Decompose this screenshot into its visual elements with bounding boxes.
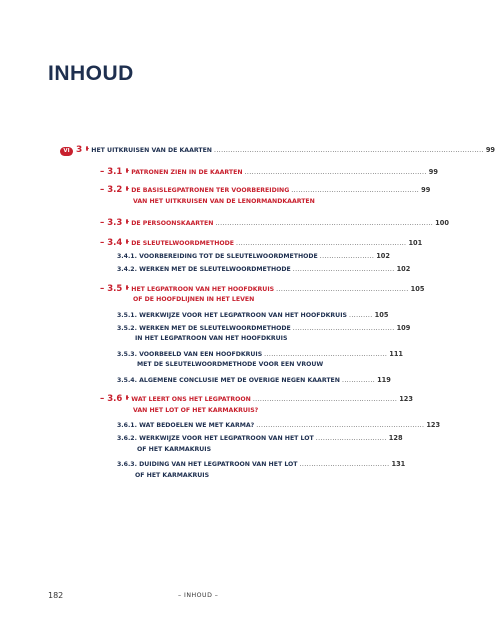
toc-entry-continuation: OF HET KARMAKRUIS: [135, 472, 210, 479]
toc-section[interactable]: [100, 394, 413, 404]
section-number: – 3.1: [100, 167, 123, 177]
bullet-circle-icon: [86, 146, 88, 151]
toc-entry-continuation: VAN HET LOT OF HET KARMAKRUIS?: [133, 407, 259, 414]
toc-entry-title: 3.5.2. WERKEN MET DE SLEUTELWOORDMETHODE: [117, 325, 291, 332]
toc-subsection[interactable]: [117, 252, 390, 260]
dot-leader: .......................: [319, 253, 375, 260]
toc-subsection[interactable]: [117, 421, 441, 429]
toc-entry-continuation: MET DE SLEUTELWOORDMETHODE VOOR EEN VROUW: [137, 361, 324, 368]
dot-leader: .......................................................................: [256, 422, 425, 429]
toc-entry-continuation: IN HET LEGPATROON VAN HET HOOFDKRUIS: [135, 335, 288, 342]
section-number: – 3.6: [100, 394, 123, 404]
toc-page-number: 99: [421, 186, 431, 194]
toc-page-number: 101: [408, 239, 423, 247]
toc-entry-title: 3.6.2. WERKWIJZE VOOR HET LEGPATROON VAN HET LOT: [117, 435, 314, 442]
toc-page-number: 131: [391, 460, 406, 468]
toc-subsection[interactable]: [117, 265, 411, 273]
toc-entry-title: PATRONEN ZIEN IN DE KAARTEN: [131, 169, 243, 176]
section-number: – 3.2: [100, 185, 123, 195]
toc-entry-title: DE BASISLEGPATRONEN TER VOORBEREIDING: [131, 187, 290, 194]
dot-leader: .............................................................................: [244, 169, 427, 176]
toc-page-number: 109: [396, 324, 411, 332]
toc-page-number: 102: [396, 265, 411, 273]
toc-entry-title: DE PERSOONSKAARTEN: [131, 220, 214, 227]
dot-leader: .............................................................: [252, 396, 398, 403]
toc-entry-title: 3.4.1. VOORBEREIDING TOT DE SLEUTELWOORDMETHODE: [117, 253, 318, 260]
toc-entry-title: 3.5.3. VOORBEELD VAN EEN HOOFDKRUIS: [117, 351, 263, 358]
toc-entry-title: 3.5.4. ALGEMENE CONCLUSIE MET DE OVERIGE NEGEN KAARTEN: [117, 377, 340, 384]
toc-page-number: 128: [388, 434, 403, 442]
dot-leader: ..............: [341, 377, 376, 384]
bullet-circle-icon: [126, 395, 128, 400]
toc-subsection[interactable]: [117, 324, 411, 332]
toc-entry-title: WAT LEERT ONS HET LEGPATROON: [131, 396, 251, 403]
toc-entry-continuation: OF HET KARMAKRUIS: [137, 446, 212, 453]
toc-page-number: 123: [426, 421, 441, 429]
dot-leader: ..........: [348, 312, 373, 319]
toc-entry-title: 3.6.1. WAT BEDOELEN WE MET KARMA?: [117, 422, 255, 429]
section-number: – 3.5: [100, 284, 123, 294]
dot-leader: ..............................: [315, 435, 387, 442]
chapter-part-badge: VI: [60, 147, 73, 156]
toc-page-number: 105: [374, 311, 389, 319]
toc-subsection[interactable]: [117, 434, 403, 442]
toc-section[interactable]: [100, 185, 431, 195]
toc-subsection[interactable]: [117, 376, 391, 384]
dot-leader: ......................................: [299, 461, 390, 468]
dot-leader: ..................................................................................................................: [213, 147, 484, 154]
bullet-circle-icon: [126, 186, 128, 191]
bullet-circle-icon: [126, 168, 128, 173]
toc-page-number: 100: [435, 219, 449, 227]
toc-section[interactable]: [100, 218, 449, 228]
chapter-number: 3: [76, 145, 83, 155]
toc-page-number: 99: [428, 168, 438, 176]
dot-leader: ...........................................: [292, 325, 395, 332]
dot-leader: ............................................................................................: [215, 220, 434, 227]
footer-page-number: 182: [48, 591, 64, 600]
dot-leader: ........................................................: [276, 286, 409, 293]
toc-subsection[interactable]: [117, 311, 389, 319]
toc-entry-continuation: VAN HET UITKRUISEN VAN DE LENORMANDKAARTEN: [133, 198, 315, 205]
dot-leader: ........................................................................: [236, 240, 407, 247]
section-number: – 3.4: [100, 238, 123, 248]
section-number: – 3.3: [100, 218, 123, 228]
toc-entry-continuation: OF DE HOOFDLIJNEN IN HET LEVEN: [133, 296, 255, 303]
toc-entry-title: 3.6.3. DUIDING VAN HET LEGPATROON VAN HET LOT: [117, 461, 298, 468]
toc-section[interactable]: [100, 238, 423, 248]
toc-chapter[interactable]: [60, 145, 495, 156]
bullet-circle-icon: [126, 219, 128, 224]
toc-entry-title: HET UITKRUISEN VAN DE KAARTEN: [91, 147, 212, 154]
dot-leader: ....................................................: [264, 351, 388, 358]
bullet-circle-icon: [126, 285, 128, 290]
dot-leader: ......................................................: [291, 187, 420, 194]
toc-page-number: 111: [389, 350, 404, 358]
toc-subsection[interactable]: [117, 460, 406, 468]
toc-page-number: 105: [410, 285, 425, 293]
toc-section[interactable]: [100, 167, 438, 177]
page-title: INHOUD: [48, 62, 134, 85]
toc-entry-title: 3.4.2. WERKEN MET DE SLEUTELWOORDMETHODE: [117, 266, 291, 273]
toc-page-number: 119: [377, 376, 391, 384]
toc-page-number: 99: [485, 146, 495, 154]
bullet-circle-icon: [126, 239, 128, 244]
toc-entry-title: 3.5.1. WERKWIJZE VOOR HET LEGPATROON VAN HET HOOFDKRUIS: [117, 312, 347, 319]
toc-page-number: 123: [399, 395, 413, 403]
toc-section[interactable]: [100, 284, 425, 294]
toc-entry-title: DE SLEUTELWOORDMETHODE: [131, 240, 235, 247]
toc-page-number: 102: [376, 252, 390, 260]
toc-subsection[interactable]: [117, 350, 404, 358]
toc-entry-title: HET LEGPATROON VAN HET HOOFDKRUIS: [131, 286, 275, 293]
dot-leader: ...........................................: [292, 266, 395, 273]
footer-running-title: – INHOUD –: [178, 592, 219, 599]
